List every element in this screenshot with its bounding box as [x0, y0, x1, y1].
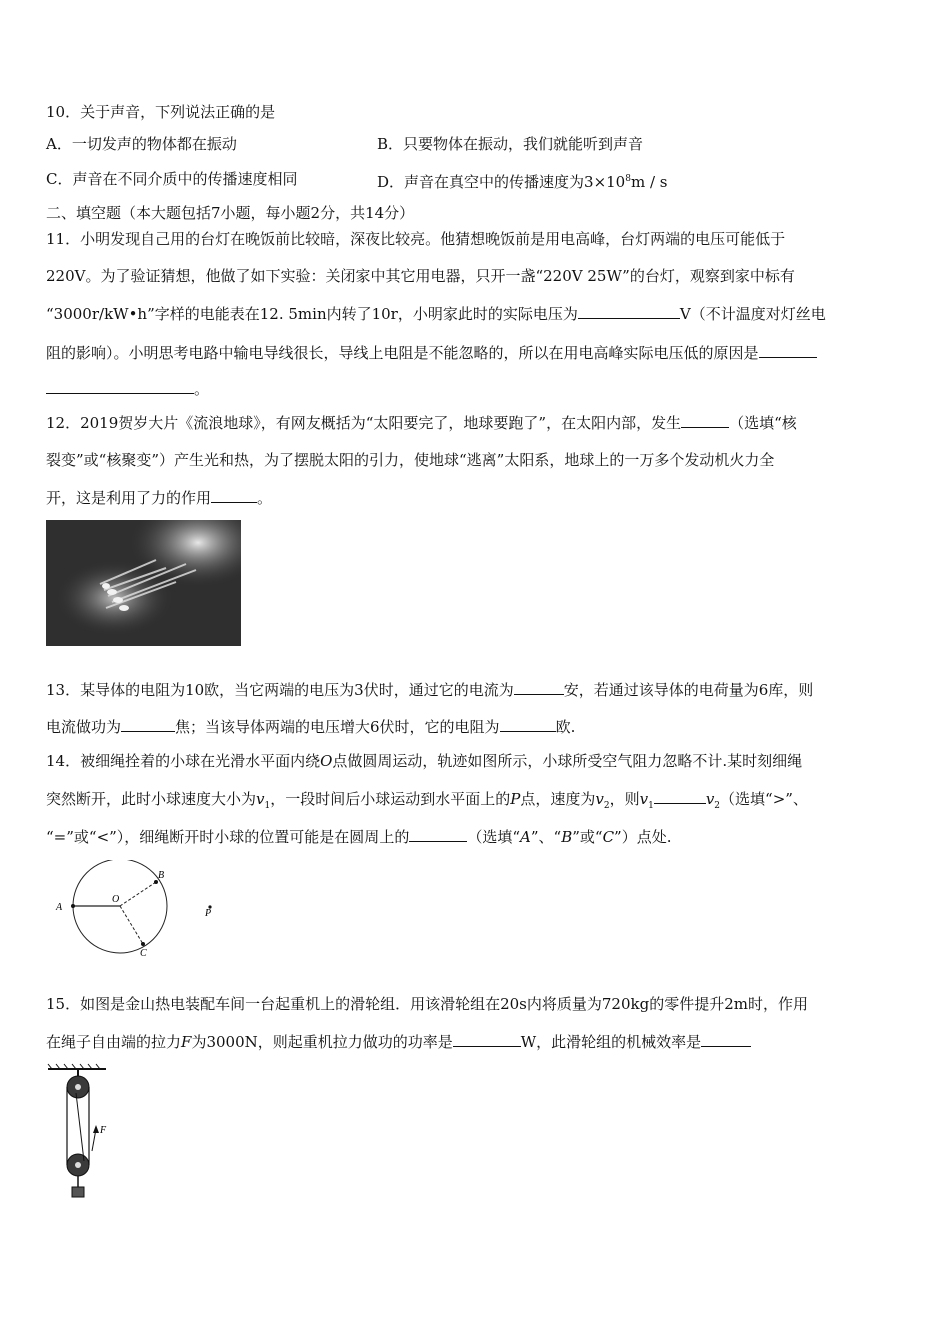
- label-c: C: [140, 948, 147, 959]
- answer-blank[interactable]: [681, 412, 729, 428]
- q10-option-b: B．只要物体在振动，我们就能听到声音: [377, 135, 644, 153]
- q14-v1b-sub: 1: [648, 801, 654, 811]
- q14-line-2-text: 突然断开，此时小球速度大小为: [46, 790, 257, 808]
- q10-option-a: A．一切发声的物体都在振动: [46, 135, 237, 153]
- q13-line-1: [46, 679, 813, 700]
- q14-v1b: v: [639, 790, 649, 808]
- answer-blank[interactable]: [453, 1031, 521, 1047]
- q14-v1: v: [256, 790, 265, 808]
- q12-line-3-text: 开，这是利用了力的作用: [46, 489, 212, 507]
- q10-option-d-speed: 3×10: [584, 173, 626, 191]
- q15-line-2-mid: 为3000N，则起重机拉力做功的功率是: [191, 1033, 453, 1051]
- q11-line-3: [46, 303, 826, 324]
- q14-line-3-mid: （选填“: [467, 828, 520, 846]
- q14-sep-2: ”或“: [572, 828, 603, 846]
- q11-line-4-text: 阻的影响）。小明思考电路中输电导线很长，导线上电阻是不能忽略的，所以在用电高峰实际电压低的原因是: [46, 344, 759, 362]
- pulley-diagram: [46, 1063, 126, 1203]
- q14-line-2: [46, 788, 808, 816]
- q14-line-2-speed: 点，速度为: [520, 790, 596, 808]
- engines-photo: [46, 520, 241, 646]
- q12-line-1: [46, 412, 797, 433]
- q14-line-1: [46, 751, 802, 771]
- q13-line-2-end: 欧.: [555, 718, 576, 736]
- q14-v2b-sub: 2: [714, 801, 721, 811]
- q14-choice-b: B: [561, 828, 573, 846]
- q15-force-f: F: [181, 1033, 192, 1051]
- q14-line-2-tail: （选填“>”、: [720, 790, 808, 808]
- section-heading: 二、填空题（本大题包括7小题，每小题2分，共14分）: [46, 204, 415, 222]
- q11-line-4: [46, 342, 817, 363]
- answer-blank[interactable]: [409, 826, 467, 842]
- q15-line-2: [46, 1031, 751, 1052]
- answer-blank[interactable]: [578, 303, 680, 319]
- q13-line-2: [46, 716, 575, 737]
- q12-line-1-tail: （选填“核: [729, 414, 797, 432]
- q14-v2b: v: [705, 790, 715, 808]
- q11-line-5: [46, 378, 209, 399]
- label-a: A: [56, 902, 63, 913]
- q11-line-2: 220V。为了验证猜想，他做了如下实验：关闭家中其它用电器，只开一盏“220V 25W”的台灯，观察到家中标有: [46, 267, 795, 285]
- q11-line-3-text: “3000r/kW•h”字样的电能表在12. 5min内转了10r，小明家此时的实际电压为: [46, 305, 578, 323]
- q14-choice-a: A: [520, 828, 531, 846]
- answer-blank[interactable]: [514, 679, 564, 695]
- q15-line-2-tail: W，此滑轮组的机械效率是: [520, 1033, 702, 1051]
- label-f: F: [100, 1125, 107, 1136]
- answer-blank[interactable]: [500, 716, 556, 732]
- answer-blank[interactable]: [654, 788, 706, 804]
- q14-line-2-mid: ，一段时间后小球运动到水平面上的: [270, 790, 511, 808]
- q14-line-1-tail: 点做圆周运动，轨迹如图所示，小球所受空气阻力忽略不计.某时刻细绳: [332, 752, 803, 770]
- q10-option-c: C．声音在不同介质中的传播速度相同: [46, 170, 298, 188]
- answer-blank[interactable]: [701, 1031, 751, 1047]
- answer-blank[interactable]: [46, 378, 194, 394]
- q12-line-3-end: 。: [257, 489, 273, 507]
- answer-blank[interactable]: [211, 487, 257, 503]
- q14-v1-sub: 1: [264, 801, 271, 811]
- q14-line-1-text: 14．被细绳拴着的小球在光滑水平面内绕: [46, 752, 321, 770]
- q14-line-3: [46, 826, 671, 847]
- q12-line-1-text: 12．2019贺岁大片《流浪地球》，有网友概括为“太阳要完了，地球要跑了”，在太阳内部，发生: [46, 414, 682, 432]
- q10-option-d: [377, 169, 667, 192]
- q14-v2: v: [595, 790, 604, 808]
- q14-sep-1: ”、“: [530, 828, 562, 846]
- q11-line-3-tail: V（不计温度对灯丝电: [679, 305, 826, 323]
- q13-line-1-text: 13．某导体的电阻为10欧，当它两端的电压为3伏时，通过它的电流为: [46, 681, 514, 699]
- answer-blank[interactable]: [759, 342, 817, 358]
- q14-line-2-then: ，则: [609, 790, 640, 808]
- answer-blank[interactable]: [121, 716, 175, 732]
- q12-line-2: 裂变”或“核聚变”）产生光和热，为了摆脱太阳的引力，使地球“逃离”太阳系，地球上的一万多个发动机火力全: [46, 451, 775, 469]
- q10-option-d-unit: m / s: [630, 173, 668, 191]
- q10-option-d-exponent: 8: [625, 174, 631, 184]
- q15-line-1: 15．如图是金山热电装配车间一台起重机上的滑轮组．用该滑轮组在20s内将质量为720kg的零件提升2m时，作用: [46, 995, 808, 1013]
- q14-line-3-end: ”）点处.: [614, 828, 672, 846]
- q14-v2-sub: 2: [603, 801, 610, 811]
- q13-line-2-text: 电流做功为: [46, 718, 122, 736]
- q14-point-p: P: [510, 790, 521, 808]
- q14-choice-c: C: [602, 828, 615, 846]
- circle-diagram: [46, 860, 246, 960]
- q11-line-1: 11．小明发现自己用的台灯在晚饭前比较暗，深夜比较亮。他猜想晚饭前是用电高峰，台灯两端的电压可能低于: [46, 230, 786, 248]
- q13-line-1-tail: 安，若通过该导体的电荷量为6库，则: [563, 681, 814, 699]
- label-p: P: [205, 908, 212, 919]
- q10-stem: 10．关于声音，下列说法正确的是: [46, 103, 276, 121]
- q13-line-2-mid: 焦；当该导体两端的电压增大6伏时，它的电阻为: [175, 718, 500, 736]
- q14-line-3-text: “=”或“<”），细绳断开时小球的位置可能是在圆周上的: [46, 828, 410, 846]
- q10-option-d-text: D．声音在真空中的传播速度为: [377, 173, 585, 191]
- label-o: O: [112, 894, 120, 905]
- q11-line-5-end: 。: [194, 380, 210, 398]
- q12-line-3: [46, 487, 272, 508]
- q14-point-o: O: [320, 752, 333, 770]
- label-b: B: [158, 870, 165, 881]
- q15-line-2-text: 在绳子自由端的拉力: [46, 1033, 182, 1051]
